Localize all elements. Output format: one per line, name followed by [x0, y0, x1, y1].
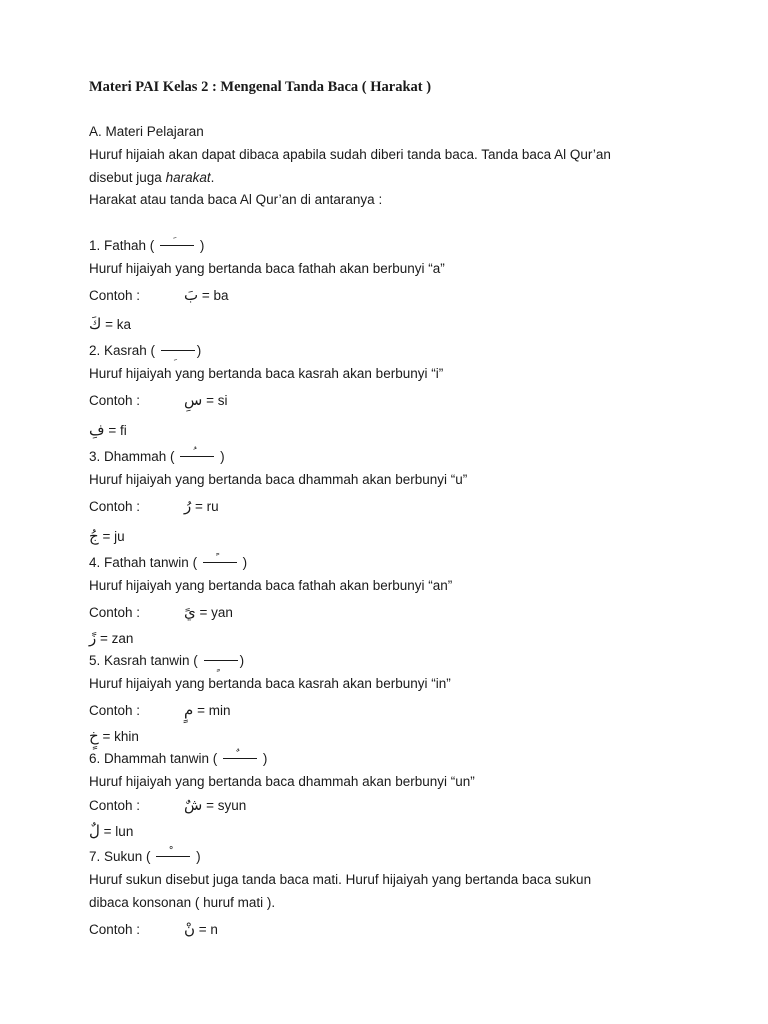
example-reading: = n — [198, 922, 218, 937]
example-row — [89, 796, 246, 815]
contoh-label: Contoh : — [89, 288, 141, 303]
arabic-letter: لٌ — [89, 822, 100, 840]
contoh-label: Contoh : — [89, 922, 141, 937]
intro-line-3: Harakat atau tanda baca Al Qur’an di antaranya : — [89, 192, 383, 207]
example-row — [89, 527, 125, 546]
item-heading-kasrah-tanwin — [89, 652, 244, 670]
heading-close: ) — [220, 449, 225, 464]
kasrah-mark-icon — [161, 342, 195, 356]
intro-line-1: Huruf hijaiah akan dapat dibaca apabila sudah diberi tanda baca. Tanda baca Al Qur’an — [89, 147, 611, 162]
item-heading-fathah-tanwin — [89, 554, 247, 572]
harakat-term: harakat — [165, 170, 211, 185]
example-row — [89, 497, 219, 516]
example-reading: = khin — [102, 729, 139, 744]
item-description: Huruf hijaiyah yang bertanda baca dhammah akan berbunyi “u” — [89, 472, 468, 487]
example-reading: = yan — [199, 605, 233, 620]
page-title: Materi PAI Kelas 2 : Mengenal Tanda Baca ( Harakat ) — [89, 79, 432, 95]
heading-label: 1. Fathah ( — [89, 238, 155, 253]
example-row — [89, 315, 131, 334]
fathah-mark-icon — [160, 237, 194, 251]
example-row — [89, 920, 218, 939]
fathah-tanwin-mark-icon — [203, 554, 237, 568]
arabic-letter: فِ — [89, 421, 105, 439]
example-reading: = zan — [100, 631, 134, 646]
heading-close: ) — [199, 238, 205, 253]
item-description: Huruf hijaiyah yang bertanda baca kasrah akan berbunyi “i” — [89, 366, 444, 381]
contoh-label: Contoh : — [89, 393, 141, 408]
intro-text: disebut juga — [89, 170, 166, 185]
heading-label: 7. Sukun ( — [89, 849, 151, 864]
heading-label: 6. Dhammah tanwin ( — [89, 751, 218, 766]
example-reading: = ba — [201, 288, 229, 303]
item-description: Huruf hijaiyah yang bertanda baca kasrah akan berbunyi “in” — [89, 676, 451, 691]
heading-close: ) — [242, 555, 248, 570]
item-description: Huruf hijaiyah yang bertanda baca fathah akan berbunyi “a” — [89, 261, 445, 276]
sukun-mark-icon — [156, 848, 190, 862]
item-heading-dhammah — [89, 448, 225, 466]
arabic-letter: جُ — [89, 527, 99, 545]
heading-label: 5. Kasrah tanwin ( — [89, 653, 198, 668]
contoh-label: Contoh : — [89, 499, 141, 514]
example-reading: = syun — [206, 798, 247, 813]
contoh-label: Contoh : — [89, 798, 141, 813]
example-reading: = lun — [103, 824, 134, 839]
dhammah-tanwin-mark-icon — [223, 750, 257, 764]
arabic-letter: مٍ — [184, 701, 194, 719]
item-heading-kasrah — [89, 342, 201, 360]
kasrah-tanwin-mark-icon — [204, 652, 238, 666]
contoh-label: Contoh : — [89, 703, 141, 718]
example-row — [89, 822, 133, 841]
item-description: Huruf hijaiyah yang bertanda baca fathah akan berbunyi “an” — [89, 578, 453, 593]
example-row — [89, 286, 229, 305]
example-reading: = ju — [102, 529, 125, 544]
heading-close: ) — [262, 751, 268, 766]
arabic-letter: بَ — [184, 286, 199, 304]
item-heading-sukun — [89, 848, 201, 866]
item-heading-dhammah-tanwin — [89, 750, 267, 768]
heading-close: ) — [196, 343, 202, 358]
example-reading: = fi — [108, 423, 127, 438]
example-row — [89, 391, 227, 410]
item-description: dibaca konsonan ( huruf mati ). — [89, 895, 276, 910]
intro-line-2 — [89, 169, 214, 187]
example-reading: = si — [206, 393, 228, 408]
arabic-letter: سِ — [184, 391, 203, 409]
example-row — [89, 603, 233, 622]
example-row — [89, 629, 133, 648]
arabic-letter: كَ — [89, 315, 102, 333]
item-description: Huruf hijaiyah yang bertanda baca dhammah akan berbunyi “un” — [89, 774, 475, 789]
example-reading: = ka — [105, 317, 132, 332]
example-reading: = ru — [195, 499, 219, 514]
heading-label: 4. Fathah tanwin ( — [89, 555, 198, 570]
arabic-letter: خٍ — [89, 727, 99, 745]
heading-label: 2. Kasrah ( — [89, 343, 156, 358]
contoh-label: Contoh : — [89, 605, 141, 620]
example-reading: = min — [197, 703, 231, 718]
intro-period: . — [210, 170, 215, 185]
arabic-letter: شٌ — [184, 796, 203, 814]
arabic-letter: نْ — [184, 920, 196, 938]
heading-close: ) — [196, 849, 201, 864]
arabic-letter: يً — [184, 603, 196, 621]
heading-close: ) — [239, 653, 245, 668]
arabic-letter: زً — [89, 629, 97, 647]
section-heading: A. Materi Pelajaran — [89, 124, 204, 139]
heading-label: 3. Dhammah ( — [89, 449, 175, 464]
item-heading-fathah — [89, 237, 204, 255]
example-row — [89, 421, 127, 440]
example-row — [89, 701, 230, 720]
arabic-letter: رُ — [184, 497, 192, 515]
item-description: Huruf sukun disebut juga tanda baca mati. Huruf hijaiyah yang bertanda baca sukun — [89, 872, 592, 887]
dhammah-mark-icon — [180, 448, 214, 462]
example-row — [89, 727, 139, 746]
